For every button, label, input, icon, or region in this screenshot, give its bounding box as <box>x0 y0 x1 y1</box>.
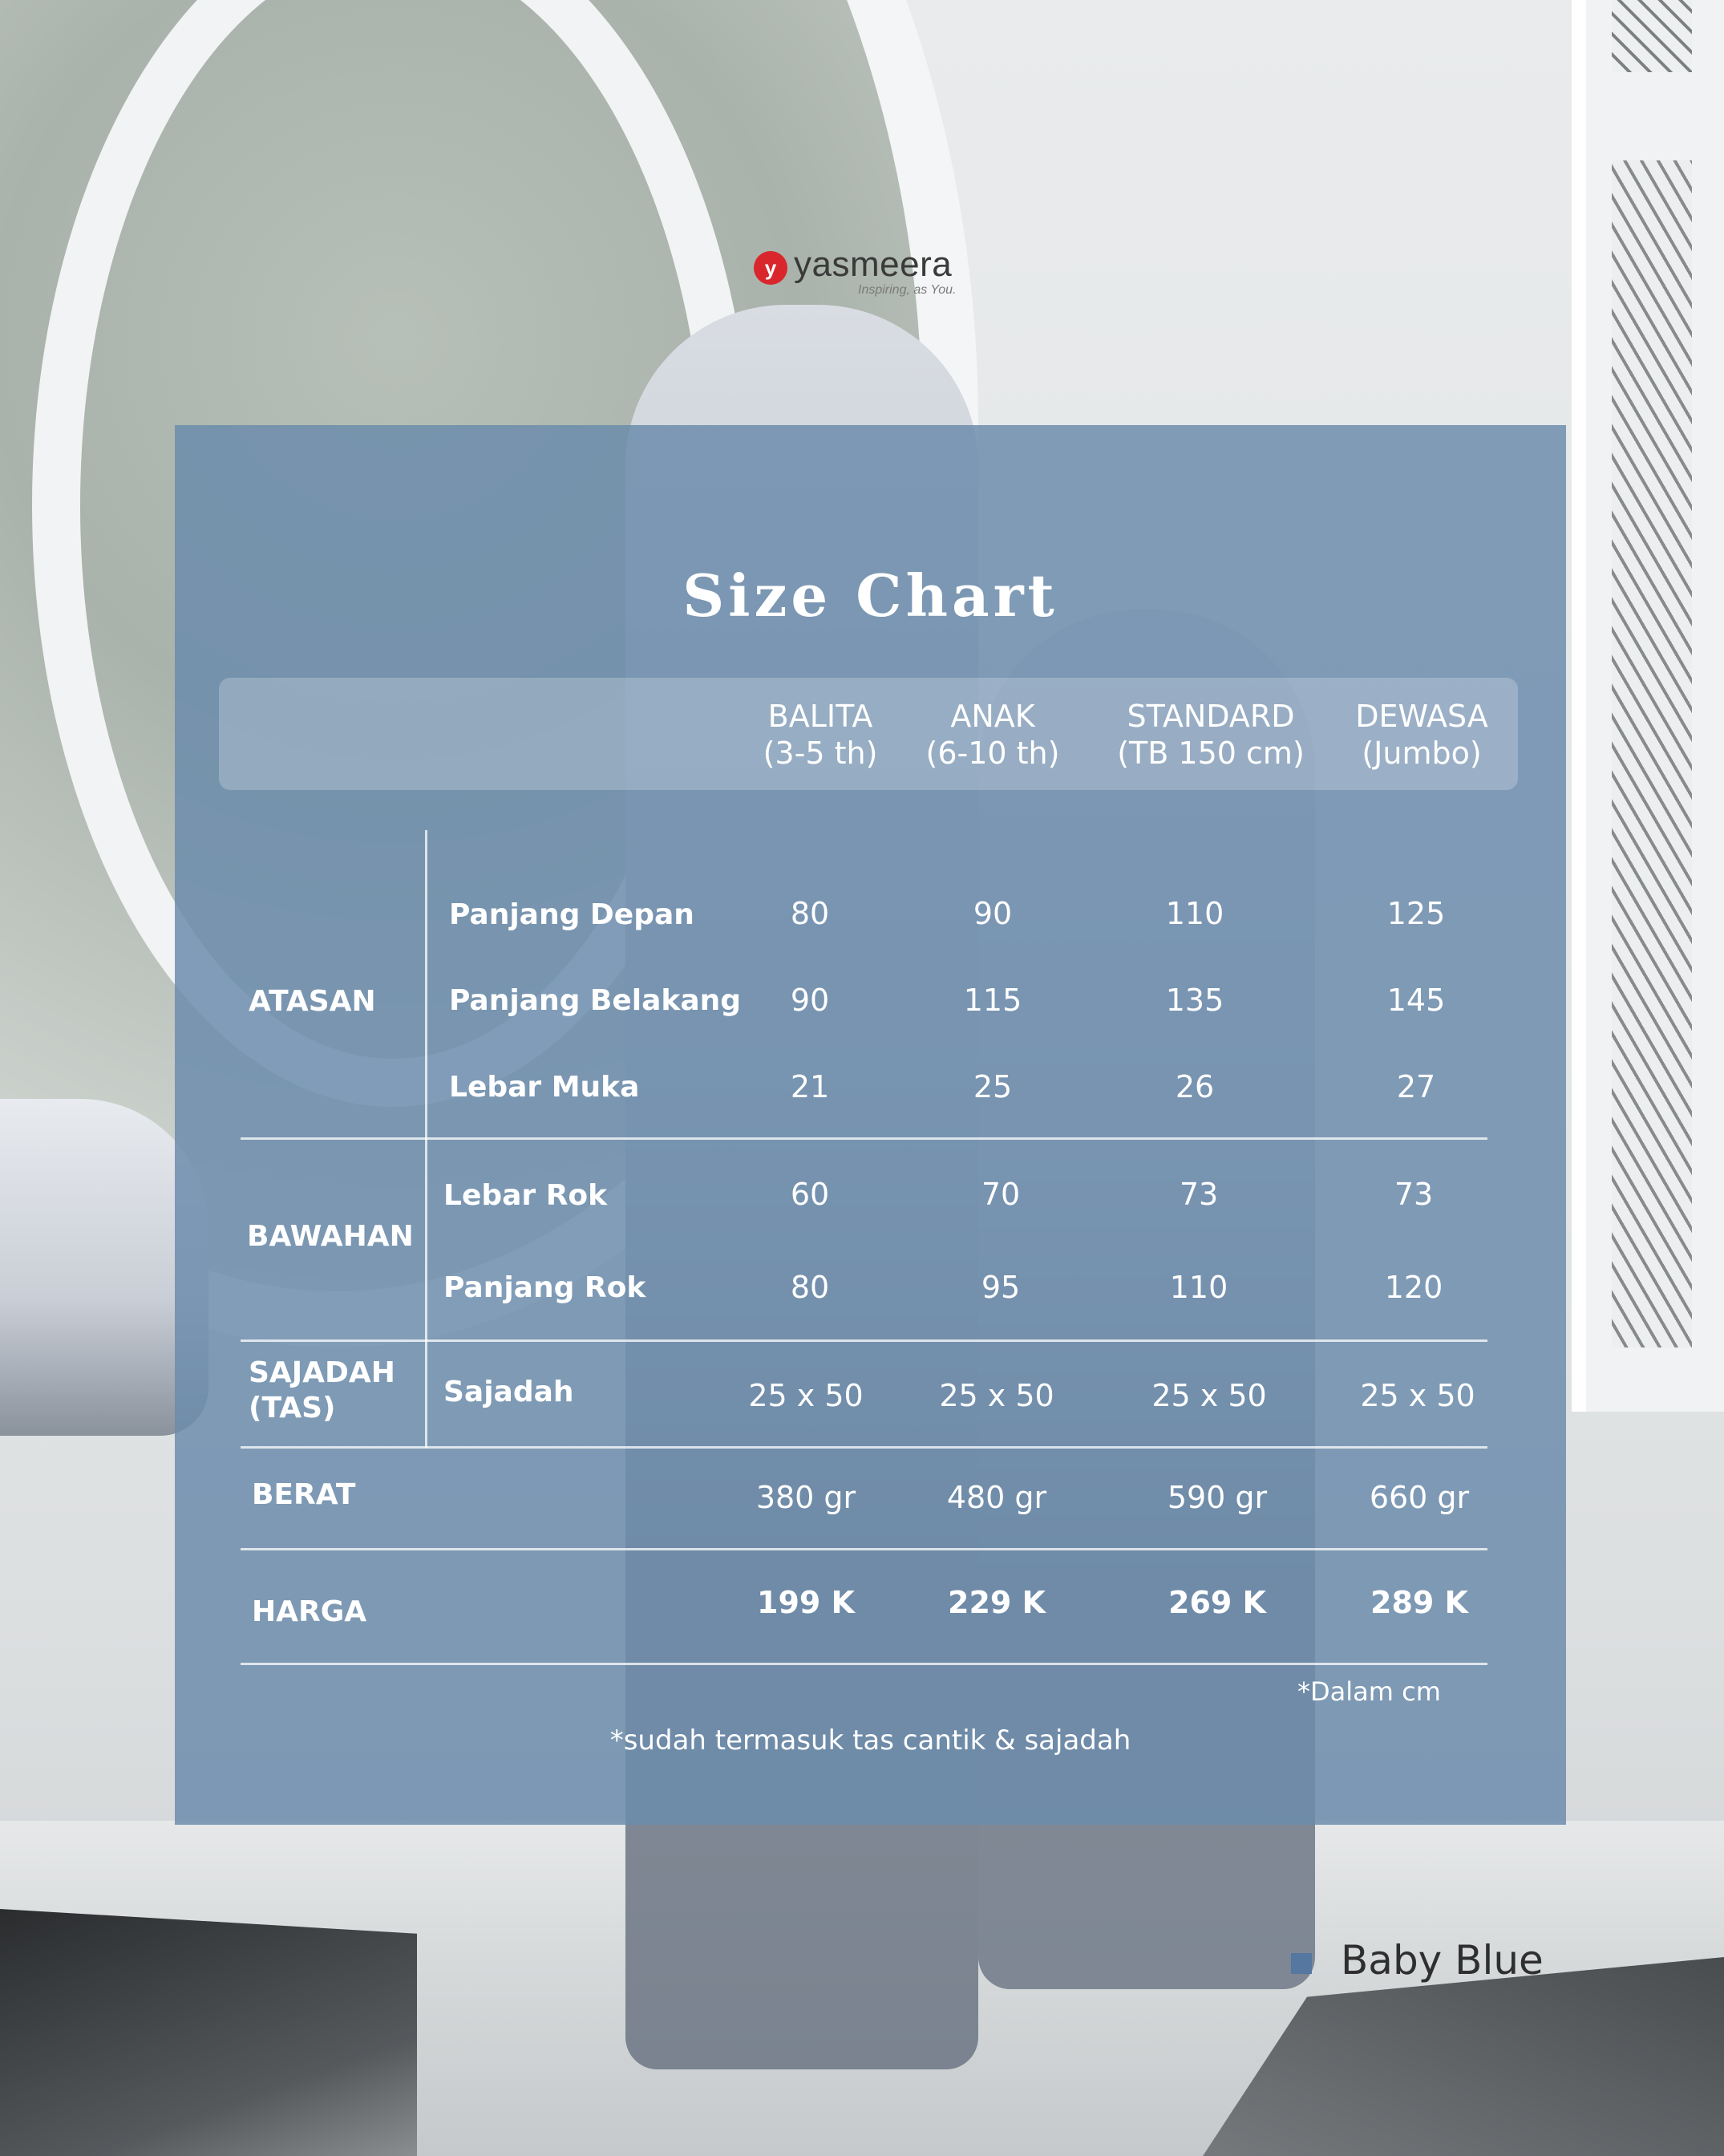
table-cell: 25 x 50 <box>1151 1378 1267 1413</box>
brand-logo <box>754 245 970 301</box>
group-label-sajadah-line2: (TAS) <box>249 1392 336 1424</box>
included-note: *sudah termasuk tas cantik & sajadah <box>609 1724 1131 1757</box>
table-cell: 480 gr <box>946 1480 1047 1515</box>
table-cell: 380 gr <box>755 1480 856 1515</box>
table-cell: 60 <box>790 1177 830 1212</box>
table-cell: 27 <box>1396 1069 1436 1104</box>
table-divider <box>241 1137 1487 1140</box>
column-header-balita <box>732 698 909 772</box>
table-cell: 110 <box>1169 1270 1228 1305</box>
brand-tagline: Inspiring, as You. <box>858 283 957 297</box>
unit-note: *Dalam cm <box>1297 1676 1441 1707</box>
floor-dark-marble-left <box>0 1909 417 2156</box>
row-label-panjang-depan: Panjang Depan <box>449 898 694 931</box>
table-cell: 115 <box>963 983 1022 1018</box>
column-header-sub: (TB 150 cm) <box>1117 736 1305 771</box>
price-cell: 269 K <box>1168 1585 1266 1620</box>
group-label-harga: HARGA <box>252 1595 367 1628</box>
table-cell: 590 gr <box>1167 1480 1268 1515</box>
brand-mark-icon: y <box>754 251 787 285</box>
table-cell: 21 <box>790 1069 830 1104</box>
lattice-screen <box>1612 160 1692 1348</box>
color-name: Baby Blue <box>1341 1937 1544 1984</box>
table-cell: 25 x 50 <box>748 1378 864 1413</box>
table-cell: 135 <box>1165 983 1224 1018</box>
group-label-sajadah <box>249 1356 395 1426</box>
lattice-screen-top <box>1612 0 1692 72</box>
group-label-bawahan: BAWAHAN <box>247 1220 414 1253</box>
table-divider <box>241 1339 1487 1342</box>
column-header-sub: (6-10 th) <box>925 736 1060 771</box>
color-swatch <box>1291 1953 1312 1974</box>
row-label-sajadah: Sajadah <box>443 1376 574 1408</box>
table-cell: 80 <box>790 896 830 931</box>
column-header-sub: (Jumbo) <box>1362 736 1482 771</box>
chart-title: Size Chart <box>682 561 1058 630</box>
column-header-anak <box>896 698 1089 772</box>
table-divider <box>241 1446 1487 1449</box>
table-cell: 25 <box>973 1069 1013 1104</box>
table-divider <box>241 1548 1487 1550</box>
table-cell: 70 <box>981 1177 1021 1212</box>
table-cell: 90 <box>973 896 1013 931</box>
column-header-sub: (3-5 th) <box>763 736 878 771</box>
table-cell: 120 <box>1384 1270 1443 1305</box>
group-label-sajadah-line1: SAJADAH <box>249 1356 395 1389</box>
group-label-atasan: ATASAN <box>249 985 376 1018</box>
price-cell: 289 K <box>1370 1585 1468 1620</box>
column-header-name: DEWASA <box>1355 699 1488 734</box>
brand-name: yasmeera <box>794 245 953 284</box>
row-label-lebar-muka: Lebar Muka <box>449 1071 640 1104</box>
table-cell: 73 <box>1179 1177 1219 1212</box>
table-cell: 90 <box>790 983 830 1018</box>
table-cell: 25 x 50 <box>1360 1378 1475 1413</box>
table-cell: 660 gr <box>1369 1480 1470 1515</box>
column-header-name: ANAK <box>950 699 1035 734</box>
table-cell: 125 <box>1386 896 1446 931</box>
group-label-berat: BERAT <box>252 1478 356 1511</box>
table-cell: 26 <box>1175 1069 1215 1104</box>
column-header-name: BALITA <box>767 699 873 734</box>
table-cell: 145 <box>1386 983 1446 1018</box>
row-label-panjang-rok: Panjang Rok <box>443 1271 646 1304</box>
price-cell: 229 K <box>948 1585 1046 1620</box>
table-cell: 110 <box>1165 896 1224 931</box>
row-label-panjang-belakang: Panjang Belakang <box>449 984 742 1017</box>
table-cell: 80 <box>790 1270 830 1305</box>
table-cell: 25 x 50 <box>939 1378 1054 1413</box>
column-header-dewasa <box>1321 698 1522 772</box>
size-chart-panel <box>175 425 1566 1825</box>
table-cell: 73 <box>1394 1177 1434 1212</box>
column-header-standard <box>1091 698 1331 772</box>
column-header-name: STANDARD <box>1127 699 1295 734</box>
table-cell: 95 <box>981 1270 1021 1305</box>
table-divider <box>241 1663 1487 1665</box>
price-cell: 199 K <box>757 1585 855 1620</box>
row-label-lebar-rok: Lebar Rok <box>443 1179 608 1212</box>
